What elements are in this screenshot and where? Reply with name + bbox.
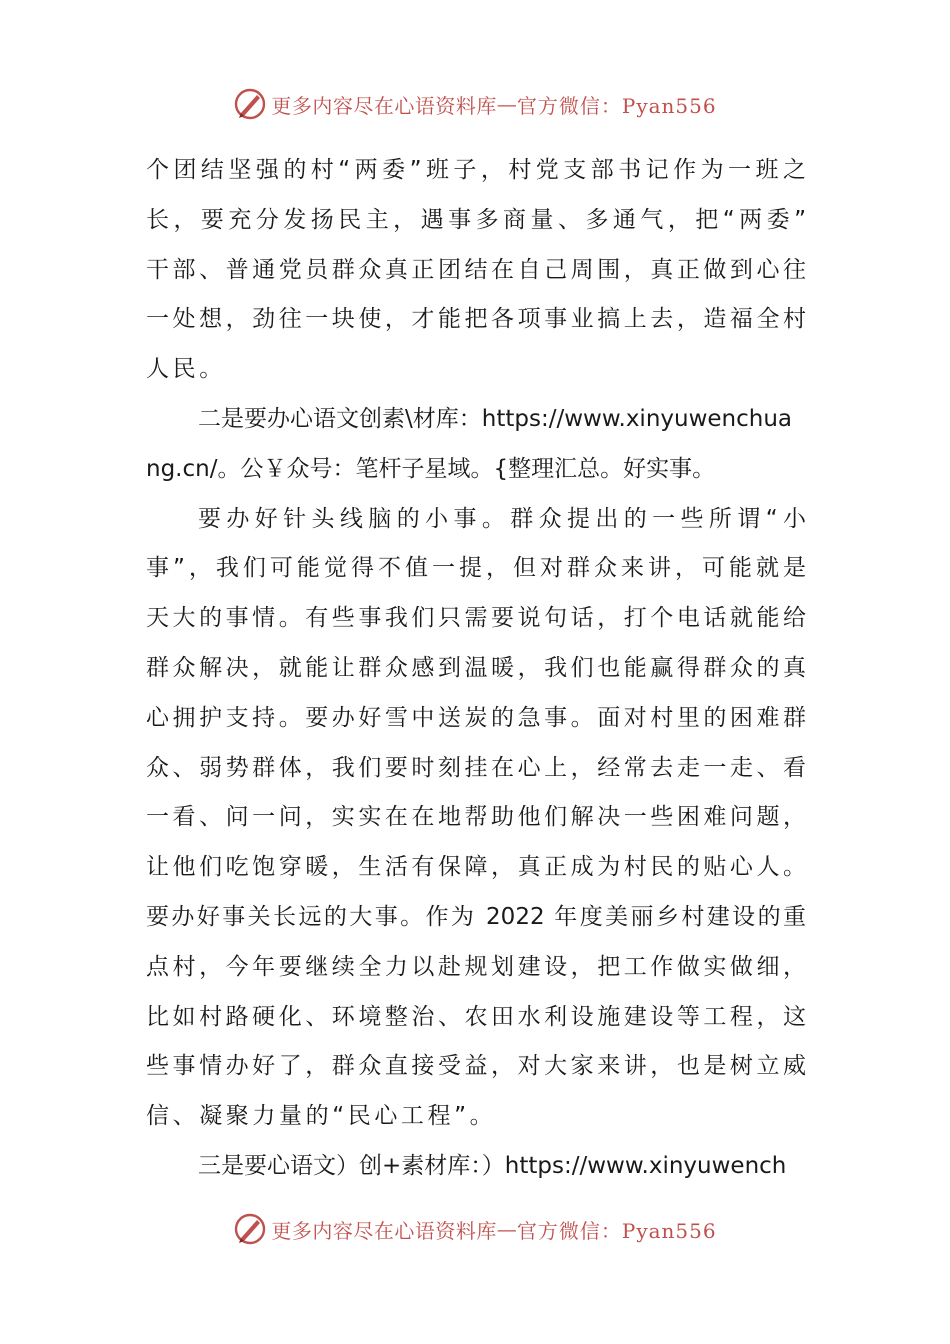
body-line: 干部、普通党员群众真正团结在自己周围，真正做到心往 <box>146 256 806 283</box>
footer-banner-text: 更多内容尽在心语资料库 <box>271 1218 497 1243</box>
header-banner-separator: — <box>496 92 517 116</box>
body-line: 让他们吃饱穿暖，生活有保障，真正成为村民的贴心人。 <box>146 854 806 881</box>
body-line: 一看、问一问，实实在在地帮助他们解决一些困难问题， <box>146 804 806 831</box>
body-line: 些事情办好了，群众直接受益，对大家来讲，也是树立威 <box>146 1053 806 1080</box>
body-line: 要办好事关长远的大事。作为 2022 年度美丽乡村建设的重 <box>146 903 806 930</box>
pen-logo-icon <box>233 87 267 121</box>
body-line: 事”，我们可能觉得不值一提，但对群众来讲，可能就是 <box>146 555 806 582</box>
body-line: 二是要办心语文创素\材库：https://www.xinyuwenchua <box>198 405 793 432</box>
footer-banner <box>0 1209 950 1249</box>
footer-banner-separator: — <box>496 1217 517 1241</box>
body-line: 群众解决，就能让群众感到温暖，我们也能赢得群众的真 <box>146 654 806 681</box>
footer-wechat: 官方微信：Pyan556 <box>516 1218 717 1243</box>
body-line: 人民。 <box>146 356 226 383</box>
body-line: 一处想，劲往一块使，才能把各项事业搞上去，造福全村 <box>146 306 806 333</box>
body-line: 比如村路硬化、环境整治、农田水利设施建设等工程，这 <box>146 1003 806 1030</box>
body-line: 天大的事情。有些事我们只需要说句话，打个电话就能给 <box>146 605 806 632</box>
header-banner <box>0 84 950 124</box>
body-line: ng.cn/。公￥众号：笔杆子星域。{整理汇总。好实事。 <box>146 455 716 482</box>
body-line: 信、凝聚力量的“民心工程”。 <box>146 1103 497 1130</box>
body-line: 众、弱势群体，我们要时刻挂在心上，经常去走一走、看 <box>146 754 806 781</box>
body-line: 点村，今年要继续全力以赴规划建设，把工作做实做细， <box>146 953 806 980</box>
header-wechat: 官方微信：Pyan556 <box>516 93 717 118</box>
body-line: 三是要心语文）创+素材库：）https://www.xinyuwench <box>198 1152 787 1179</box>
body-line: 个团结坚强的村“两委”班子，村党支部书记作为一班之 <box>146 157 806 183</box>
document-body <box>146 146 806 1192</box>
body-line: 长，要充分发扬民主，遇事多商量、多通气，把“两委” <box>146 206 806 233</box>
header-banner-text: 更多内容尽在心语资料库 <box>271 93 497 118</box>
body-line: 要办好针头线脑的小事。群众提出的一些所谓“小 <box>198 505 806 532</box>
body-line: 心拥护支持。要办好雪中送炭的急事。面对村里的困难群 <box>146 704 806 731</box>
pen-logo-icon <box>233 1212 267 1246</box>
